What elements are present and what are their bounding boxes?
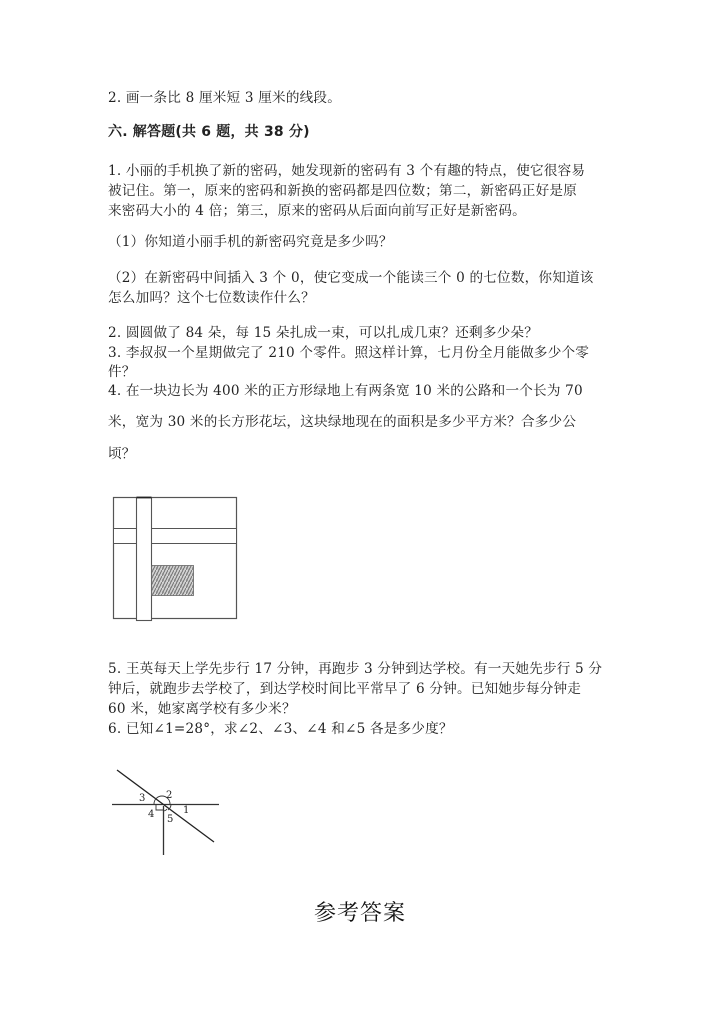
angle-label-3: 3 xyxy=(139,793,146,804)
question-6-1-line-2: 被记住。第一，原来的密码和新换的密码都是四位数；第二，新密码正好是原 xyxy=(108,183,577,199)
diagonal-line xyxy=(117,770,214,842)
question-6-5-line-2: 钟后，就跑步去学校了，到达学校时间比平常早了 6 分钟。已知她步每分钟走 xyxy=(108,681,582,697)
question-6-1-subquestion-1: （1）你知道小丽手机的新密码究竟是多少吗？ xyxy=(108,234,393,250)
question-6-4-line-3: 顷？ xyxy=(108,446,136,462)
angle-label-2: 2 xyxy=(166,790,173,801)
question-6-2: 2. 圆圆做了 84 朵，每 15 朵扎成一束，可以扎成几束？还剩多少朵？ xyxy=(108,325,539,341)
question-6-6: 6. 已知∠1=28°，求∠2、∠3、∠4 和∠5 各是多少度？ xyxy=(108,721,453,737)
question-6-4-line-1: 4. 在一块边长为 400 米的正方形绿地上有两条宽 10 米的公路和一个长为 70 xyxy=(108,383,583,399)
question-6-1-subquestion-2-line-2: 怎么加吗？这个七位数读作什么？ xyxy=(108,290,315,306)
question-5-2: 2. 画一条比 8 厘米短 3 厘米的线段。 xyxy=(108,90,341,106)
question-6-1-line-3: 来密码大小的 4 倍；第三，原来的密码从后面向前写正好是新密码。 xyxy=(108,203,526,219)
section-6-heading: 六. 解答题(共 6 题，共 38 分) xyxy=(108,124,310,140)
question-6-3-line-1: 3. 李叔叔一个星期做完了 210 个零件。照这样计算，七月份全月能做多少个零 xyxy=(108,345,590,361)
question-6-5-line-1: 5. 王英每天上学先步行 17 分钟，再跑步 3 分钟到达学校。有一天她先步行 5 分 xyxy=(108,661,603,677)
angle-label-1: 1 xyxy=(183,805,190,816)
question-6-4-line-2: 米，宽为 30 米的长方形花坛，这块绿地现在的面积是多少平方米？合多少公 xyxy=(108,414,577,430)
angle-label-4: 4 xyxy=(148,809,155,820)
answer-key-title: 参考答案 xyxy=(313,901,406,926)
question-6-5-line-3: 60 米，她家离学校有多少米？ xyxy=(108,701,296,717)
question-6-3-line-2: 件？ xyxy=(108,364,136,380)
angle-label-5: 5 xyxy=(167,814,174,825)
question-6-1-line-1: 1. 小丽的手机换了新的密码，她发现新的密码有 3 个有趣的特点，使它很容易 xyxy=(108,163,586,179)
question-6-1-subquestion-2-line-1: （2）在新密码中间插入 3 个 0，使它变成一个能读三个 0 的七位数，你知道该 xyxy=(108,270,594,286)
